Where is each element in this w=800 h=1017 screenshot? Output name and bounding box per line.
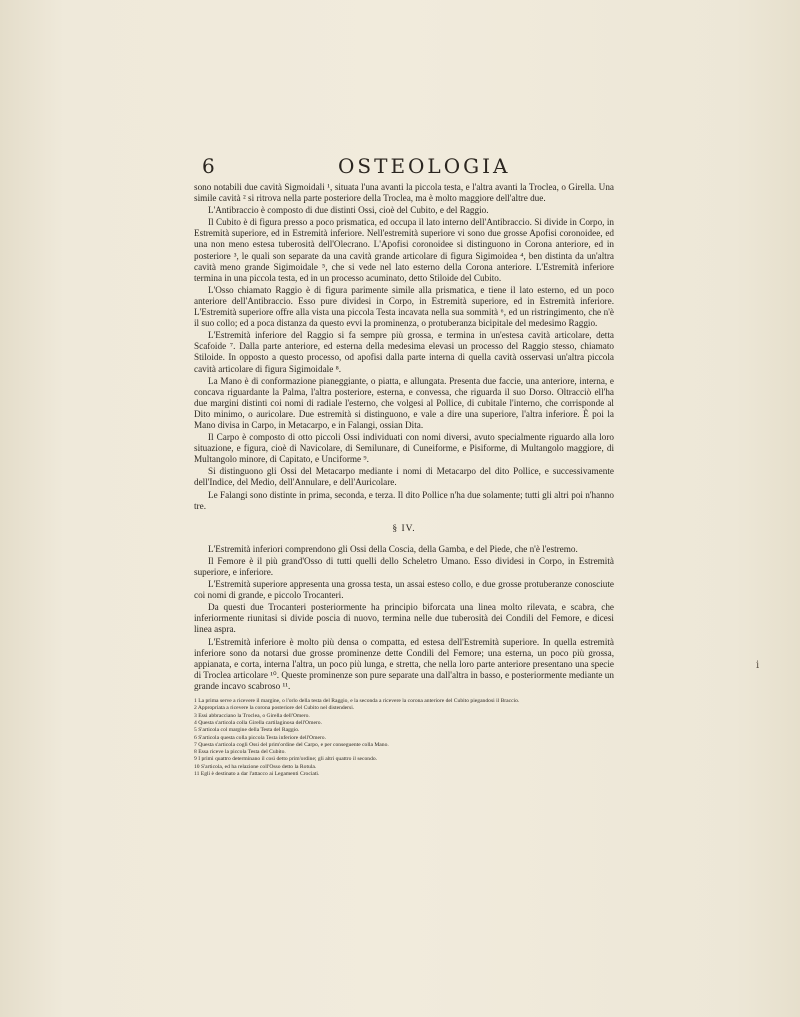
body-paragraph: Il Carpo è composto di otto piccoli Ossi individuati con nomi diversi, avuto specialmente riguardo alla loro situazione, e figura, cioè di Navicolare, di Semilunare, di Cuneiforme, e Pisiforme, di Multangolo maggiore, di Multangolo minore, di Capitato, e Unciforme ⁹. bbox=[194, 432, 614, 465]
body-paragraph: Il Cubito è di figura presso a poco prismatica, ed occupa il lato interno dell'Antibraccio. Si divide in Corpo, in Estremità superiore, ed in Estremità inferiore. Nell'estremità superiore vi sono due grosse Apofisi coronoidee, ed una non meno estesa tuberosità dell'Olecrano. L'Apofisi coronoidee si distinguono in Corona anteriore, ed in posteriore ³, le quali son separate da una cavità grande articolare di figura Sigimoidea ⁴, ben distinta da un'altra cavità meno grande Sigimoidale ⁵, che si vede nel lato esterno della Corona anteriore. L'Estremità inferiore termina in una piccola testa, ed in un processo acuminato, detto Stiloide del Cubito. bbox=[194, 217, 614, 283]
page-number: 6 bbox=[202, 154, 216, 178]
body-paragraph: Il Femore è il più grand'Osso di tutti quelli dello Scheletro Umano. Esso dividesi in Corpo, in Estremità superiore, e inferiore. bbox=[194, 555, 614, 577]
body-paragraph: L'Estremità inferiore è molto più densa o compatta, ed estesa dell'Estremità superiore. In quella estremità inferiore sono da notarsi due grosse prominenze dette Condili del Femore; una esterna, un poco più grossa, appianata, e corta, interna l'altra, un poco più lunga, e stretta, che nella loro parte anteriore presentano una specie di Troclea articolare ¹⁰. Queste prominenze son pure separate una dall'altra in basso, e posteriormente mediante un grande incavo scabroso ¹¹. bbox=[194, 636, 614, 691]
section-heading: § IV. bbox=[392, 523, 416, 534]
body-paragraph: L'Estremità inferiore del Raggio si fa sempre più grossa, e termina in un'estesa cavità articolare, detta Scafoide ⁷. Dalla parte anteriore, ed esterna della medesima elevasi un processo del Raggio stesso, chiamato Stiloide. In opposto a questo processo, od apofisi dalla parte interna di quella cavità osservasi un'altra piccola cavità articolare di figura Sigimoidale ⁸. bbox=[194, 330, 614, 374]
page-body bbox=[194, 182, 614, 778]
body-paragraph: sono notabili due cavità Sigmoidali ¹, situata l'una avanti la piccola testa, e l'altra avanti la Troclea, o Girella. Una simile cavità ² si ritrova nella parte posteriore della Troclea, ma è molto maggiore dell'altre due. bbox=[194, 182, 614, 204]
footnote: 8 Essa riceve la piccola Testa del Cubito. bbox=[194, 749, 286, 756]
body-paragraph: La Mano è di conformazione pianeggiante, o piatta, e allungata. Presenta due faccie, una anteriore, interna, e concava riguardante la Palma, l'altra posteriore, esterna, e convessa, che riguarda il suo Dorso. Oltracciò ell'ha due margini distinti coi nomi di radiale l'esterno, che volgesi al Pollice, di cubitale l'interno, che corrisponde al Dito minimo, o auricolare. Due estremità si distinguono, e vale a dire una superiore, l'altra inferiore. È poi la Mano divisa in Carpo, in Metacarpo, e in Falangi, ossian Dita. bbox=[194, 375, 614, 430]
footnote: 4 Questa s'articola colla Girella cartilaginosa dell'Omero. bbox=[194, 719, 322, 726]
body-paragraph: Si distinguono gli Ossi del Metacarpo mediante i nomi di Metacarpo del dito Pollice, e successivamente dell'Indice, del Medio, dell'Annulare, e dell'Auricolare. bbox=[194, 466, 614, 488]
page-header bbox=[170, 154, 640, 180]
margin-mark: i bbox=[756, 660, 760, 671]
body-paragraph: Da questi due Trocanteri posteriormente ha principio biforcata una linea molto rilevata, e scabra, che inferiormente riunitasi si divide poscia di nuovo, termina nelle due tuberosità dei Condili del Femore, e dicesi linea aspra. bbox=[194, 602, 614, 635]
body-paragraph: L'Osso chiamato Raggio è di figura parimente simile alla prismatica, e tiene il lato esterno, ed un poco anteriore dell'Antibraccio. Esso pure dividesi in Corpo, in Estremità superiore, ed in Estremità inferiore. L'Estremità superiore offre alla vista una piccola Testa incavata nella sua sommità ⁶, ed un ristringimento, che n'è il suo collo; ed a poca distanza da questo evvi la prominenza, o protuberanza bicipitale del medesimo Raggio. bbox=[194, 284, 614, 329]
footnote: 11 Egli è destinato a dar l'attacco ai Legamenti Crociati. bbox=[194, 771, 320, 777]
footnote: 5 S'articola col margine della Testa del Raggio. bbox=[194, 727, 300, 734]
footnote: 9 I primi quattro determinano il così detto prim'ordine; gli altri quattro il secondo. bbox=[194, 756, 378, 763]
footnote: 1 La prima serve a ricevere il margine, o l'orlo della testa del Raggio, e la seconda a ricevere la corona anteriore del Cubito piegandosi il Braccio. bbox=[194, 698, 520, 705]
footnote: 7 Questa s'articola cogli Ossi del prim'ordine del Carpo, e per conseguente colla Mano. bbox=[194, 741, 389, 748]
footnote: 3 Essi abbracciano la Troclea, o Girella dell'Omero. bbox=[194, 712, 310, 719]
body-paragraph: L'Estremità superiore appresenta una grossa testa, un assai esteso collo, e due grosse protuberanze conosciute coi nomi di grande, e piccolo Trocanteri. bbox=[194, 579, 614, 601]
body-paragraph: L'Antibraccio è composto di due distinti Ossi, cioè del Cubito, e del Raggio. bbox=[208, 205, 489, 216]
footnote: 6 S'articola questa colla piccola Testa inferiore dell'Omero. bbox=[194, 734, 326, 741]
footnote: 10 S'articola, ed ha relazione coll'Osso detto la Rotula. bbox=[194, 763, 317, 770]
running-title: OSTEOLOGIA bbox=[338, 154, 511, 178]
body-paragraph: Le Falangi sono distinte in prima, seconda, e terza. Il dito Pollice n'ha due solamente; tutti gli altri poi n'hanno tre. bbox=[194, 489, 614, 511]
body-paragraph: L'Estremità inferiori comprendono gli Ossi della Coscia, della Gamba, e del Piede, che n'è l'estremo. bbox=[208, 543, 578, 554]
footnotes bbox=[194, 698, 614, 778]
footnote: 2 Appropriata a ricevere la corona posteriore del Cubito nel distendersi. bbox=[194, 705, 355, 712]
